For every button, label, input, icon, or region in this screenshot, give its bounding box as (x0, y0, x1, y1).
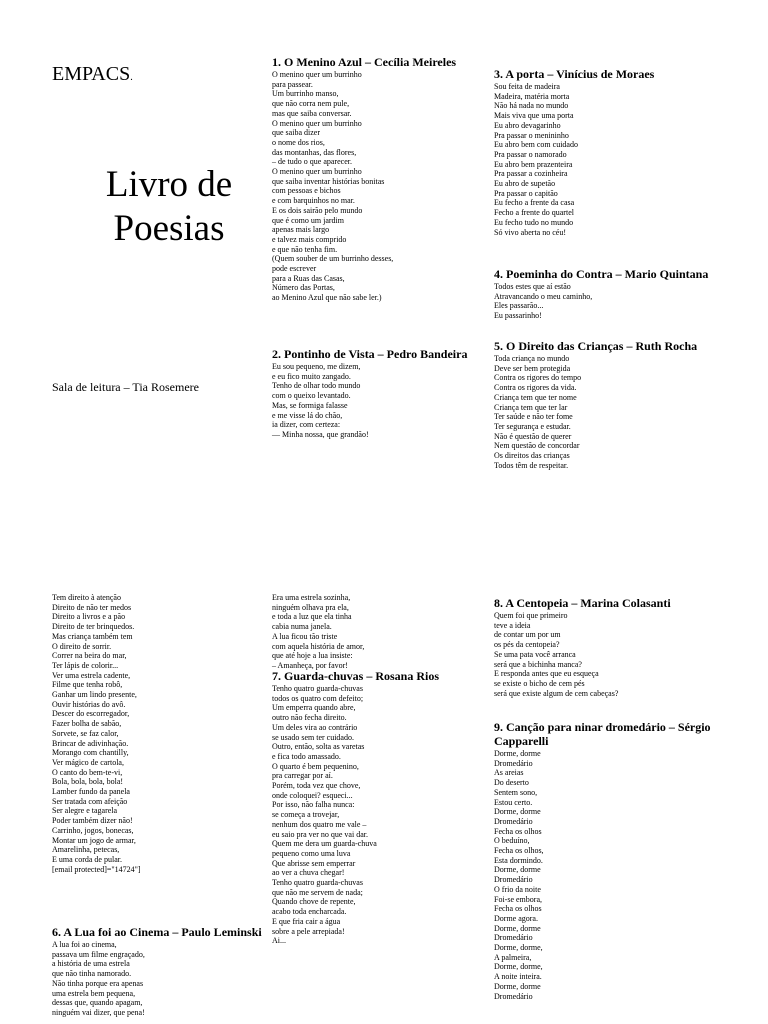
poem-7-heading: 7. Guarda-chuvas – Rosana Rios (272, 669, 440, 683)
poem-2 (272, 347, 487, 440)
poem-7 (272, 669, 487, 946)
poem-8-heading: 8. A Centopeia – Marina Colasanti (494, 596, 671, 610)
poem-9 (494, 720, 756, 1001)
poem-8-text: Quem foi que primeiro teve a ideia de contar um por um os pés da centopeia? Se uma pata você arranca será que a bichinha manca? E responda antes que eu esqueça se existe o bicho de cem pés será que existe algum de cem cabeças? (494, 611, 619, 698)
poem-3-heading: 3. A porta – Vinícius de Moraes (494, 67, 655, 81)
poem-3 (494, 67, 756, 237)
poem-3-text: Sou feita de madeira Madeira, matéria morta Não há nada no mundo Mais viva que uma porta Eu abro devagarinho Pra passar o menininho Eu abro bem com cuidado Pra passar o namorado Eu abro bem prazenteira Pra passar a cozinheira Eu abro de supetão Pra passar o capitão Eu fecho a frente da casa Fecho a frente do quartel Eu fecho tudo no mundo Só vivo aberta no céu! (494, 82, 578, 237)
subtitle: Sala de leitura – Tia Rosemere (52, 380, 199, 394)
poem-6-heading: 6. A Lua foi ao Cinema – Paulo Leminski (52, 925, 262, 939)
poem-1-heading: 1. O Menino Azul – Cecília Meireles (272, 55, 457, 69)
poem-1 (272, 55, 487, 303)
poem-6-text: A lua foi ao cinema, passava um filme engraçado, a história de uma estrela que não tinha namorado. Não tinha porque era apenas uma estrela bem pequena, dessas que, quando apagam, ninguém vai dizer, que pena! (52, 940, 145, 1017)
poem-5-heading: 5. O Direito das Crianças – Ruth Rocha (494, 339, 698, 353)
poem-5-continued-text: Tem direito à atenção Direito de não ter medos Direito a livros e a pão Direito de ter brinquedos. Mas criança também tem O direito de sorrir. Correr na beira do mar, Ter lápis de colorir... Ver uma estrela cadente, Filme que tenha robô, Ganhar um lindo presente, Ouvir histórias do avô. Descer do escorregador, Fazer bolha de sabão, Sorvete, se faz calor, Brincar de adivinhação. Morango com chantilly, Ver mágico de cartola, O canto do bem-te-vi, Bola, bola, bola, bola! Lamber fundo da panela Ser tratada com afeição Ser alegre e tagarela Poder também dizer não! Carrinho, jogos, bonecas, Montar um jogo de armar, Amarelinha, petecas, E uma corda de pular. [email protected]="14724"] (52, 593, 141, 874)
poem-4-text: Todos estes que aí estão Atravancando o meu caminho, Eles passarão... Eu passarinho! (494, 282, 593, 321)
poem-6 (52, 925, 262, 1018)
poem-8 (494, 596, 756, 698)
poem-9-heading: 9. Canção para ninar dromedário – Sérgio Capparelli (494, 720, 711, 748)
poem-5-text: Toda criança no mundo Deve ser bem protegida Contra os rigores do tempo Contra os rigores da vida. Criança tem que ter nome Criança tem que ter lar Ter saúde e não ter fome Ter segurança e estudar. Não é questão de querer Nem questão de concordar Os direitos das crianças Todos têm de respeitar. (494, 354, 582, 470)
book-title-line2: Poesias (113, 208, 225, 249)
book-title-line1: Livro de (105, 164, 233, 205)
poem-2-text: Eu sou pequeno, me dizem, e eu fico muito zangado. Tenho de olhar todo mundo com o queixo levantado. Mas, se formiga falasse e me visse lá do chão, ia dizer, com certeza: — Minha nossa, que grandão! (272, 362, 369, 439)
poem-4-heading: 4. Poeminha do Contra – Mario Quintana (494, 267, 709, 281)
poem-6-continued (272, 593, 487, 671)
book-title (74, 163, 264, 251)
brand-dot: . (130, 72, 133, 83)
poem-6-continued-text: Era uma estrela sozinha, ninguém olhava pra ela, e toda a luz que ela tinha cabia numa janela. A lua ficou tão triste com aquela história de amor, que até hoje a lua insiste: – Amanheça, por favor! (272, 593, 365, 670)
poem-1-text: O menino quer um burrinho para passear. Um burrinho manso, que não corra nem pule, mas que saiba conversar. O menino quer um burrinho que saiba dizer o nome dos rios, das montanhas, das flores, – de tudo o que aparecer. O menino quer um burrinho que saiba inventar histórias bonitas com pessoas e bichos e com barquinhos no mar. E os dois sairão pelo mundo que é como um jardim apenas mais largo e talvez mais comprido e que não tenha fim. (Quem souber de um burrinho desses, pode escrever para a Ruas das Casas, Número das Portas, ao Menino Azul que não sabe ler.) (272, 70, 394, 303)
brand-logo (52, 63, 133, 86)
poem-9-text: Dorme, dorme Dromedário As areias Do deserto Sentem sono, Estou certo. Dorme, dorme Dromedário Fecha os olhos O beduíno, Fecha os olhos, Esta dormindo. Dorme, dorme Dromedário O frio da noite Foi-se embora, Fecha os olhos Dorme agora. Dorme, dorme Dromedário Dorme, dorme, A palmeira, Dorme, dorme, A noite inteira. Dorme, dorme Dromedário (494, 749, 544, 1001)
poem-7-text: Tenho quatro guarda-chuvas todos os quatro com defeito; Um emperra quando abre, outro não fecha direito. Um deles vira ao contrário se usado sem ter cuidado. Outro, então, solta as varetas e fica todo amassado. O quarto é bem pequenino, pra carregar por aí. Porém, toda vez que chove, onde coloquei? esqueci... Por isso, não falha nunca: se começa a trovejar, nenhum dos quatro me vale – eu saio pra ver no que vai dar. Quem me dera um guarda-chuva pequeno como uma luva Que abrisse sem emperrar ao ver a chuva chegar! Tenho quatro guarda-chuvas que não me servem de nada; Quando chove de repente, acabo toda encharcada. E que fria cair a água sobre a pele arrepiada! Ai... (272, 684, 377, 946)
poem-2-heading: 2. Pontinho de Vista – Pedro Bandeira (272, 347, 468, 361)
poem-5 (494, 339, 756, 470)
poem-5-continued (52, 593, 262, 874)
brand-name: EMPACS (52, 63, 131, 85)
poem-4 (494, 267, 756, 321)
